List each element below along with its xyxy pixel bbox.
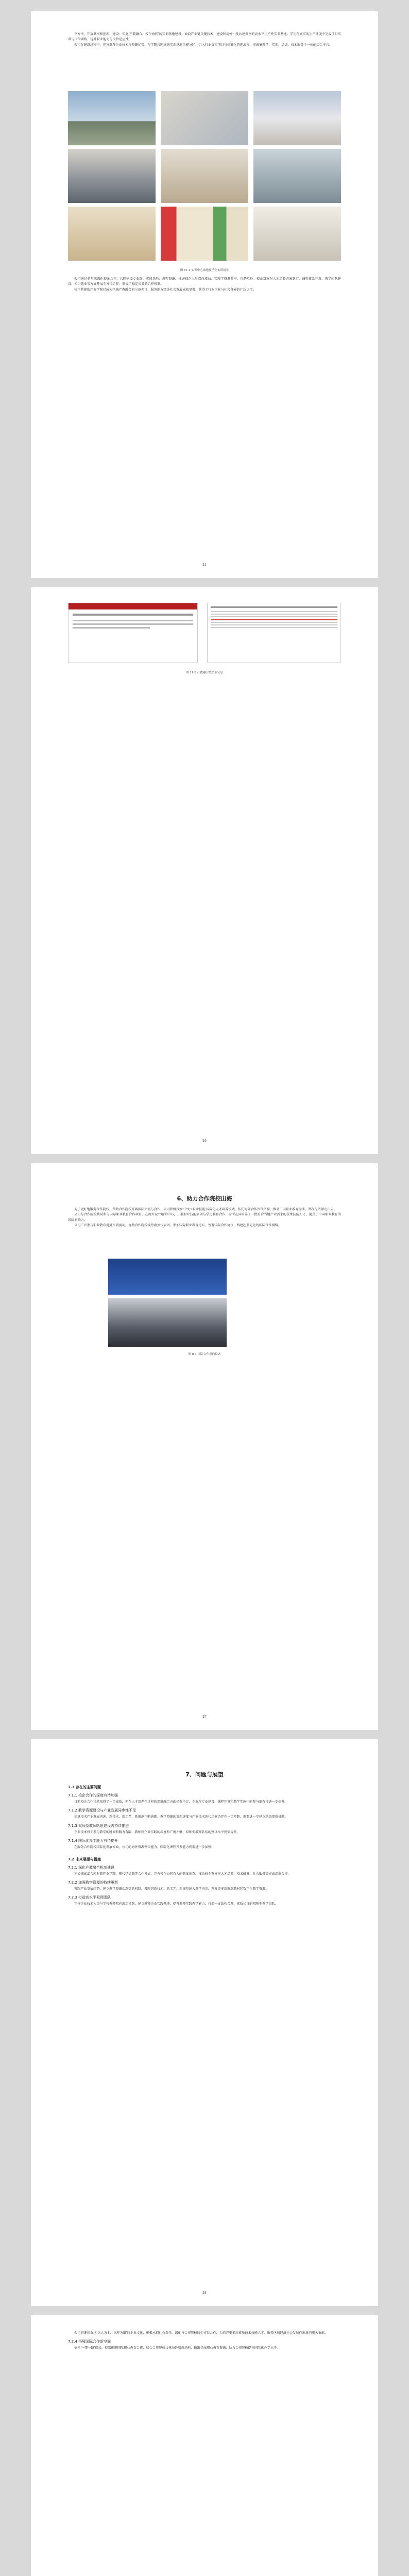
photo xyxy=(253,91,341,145)
list-image xyxy=(207,603,341,663)
photo xyxy=(108,1298,227,1347)
heading: 7.1 存在的主要问题 xyxy=(68,1785,101,1789)
paragraph: 为了更好地服务合作院校，帮助合作院校开展国际交流与合作，公司积极探索'中文+职业技能'国际化人才培养模式，依托海外合作伙伴资源，推动中国职业教育标准、课程与资源走出去。 xyxy=(74,1208,337,1211)
certificate-images xyxy=(68,603,341,665)
section-title: 6、助力合作院校出海 xyxy=(177,1195,232,1202)
subheading: 7.1.1 校企合作的深度有待加强 xyxy=(68,1793,118,1798)
subheading: 7.2.4 拓展国际合作新空间 xyxy=(68,2340,111,2344)
paragraph: 积极探索混合所有制产业学院、现代学徒制等合作模式，完善校企协同育人的制度体系，推动校企双方在人才培养、技术研发、社会服务等方面深度合作。 xyxy=(74,1872,291,1876)
page-number: 28 xyxy=(202,2291,207,2295)
heading: 7.2 未来展望与措施 xyxy=(68,1857,101,1861)
document-page-5 xyxy=(31,2315,378,2576)
document-page-2 xyxy=(31,587,378,1154)
figure-caption: 图 11-1 实训中心场地及学生实训场景 xyxy=(180,269,229,272)
paragraph: 紧跟产业发展趋势，建立教学资源动态更新机制，及时将新技术、新工艺、新规范纳入教学内容，开发更多新形态教材和数字化教学资源。 xyxy=(74,1887,269,1891)
paragraph: 企业技术骨干参与教学的时间和精力有限，教师到企业实践的深度和广度不够，双师型教师队伍的整体水平仍需提升。 xyxy=(74,1830,240,1834)
figure-caption: 图 6-1 国际合作签约仪式 xyxy=(188,1353,221,1356)
photo xyxy=(161,149,248,203)
photo xyxy=(108,1259,227,1295)
paragraph: 信息技术产业发展迅速，新技术、新工艺、新规范不断涌现，教学资源的更新速度与产业技术迭代之间仍存在一定差距，需要进一步建立动态更新机制。 xyxy=(74,1815,288,1819)
subheading: 7.1.4 国际化办学能力有待提升 xyxy=(68,1839,118,1843)
photo xyxy=(68,149,156,203)
paragraph: 公司通过多年来深化校企合作，共同建设专业群、实训基地、课程资源，推进校企人员双向流动，实现了资源共享、优势互补。校企双方在人才培养方案制定、课程体系开发、教学团队建设、实习就业等方面开展全方位合作，形成了稳定长效的合作机制。 xyxy=(68,277,341,286)
document-page-1 xyxy=(31,11,378,578)
paragraph: 依托'一带一路'倡议，持续推进国际职业教育合作，联合合作院校共建海外培训基地，输出优质职业教育资源，助力合作院校提升国际化办学水平。 xyxy=(74,2346,280,2350)
subheading: 7.1.3 双师型教师队伍建设需持续推进 xyxy=(68,1823,129,1828)
page-number: 26 xyxy=(202,1139,207,1143)
photo xyxy=(161,91,248,145)
paragraph: 公司将继续秉承'以人为本、以厚为道'的企业文化，积极承担社会责任，深化与合作院校的全方位合作，为培养更多高素质技术技能人才、服务区域经济社会发展作出新的更大贡献。 xyxy=(74,2331,328,2335)
paragraph: 公司与合作院校共同参与国际职业教育合作项目，在海外设立培训中心，开展职业技能培训与学历教育合作，为所在国培养了一批符合当地产业需求的技术技能人才，提升了中国职业教育的国际影响力。 xyxy=(68,1213,341,1222)
document-page-4 xyxy=(31,1739,378,2306)
document-page-3 xyxy=(31,1163,378,1730)
photo xyxy=(253,149,341,203)
section-title: 7、问题与展望 xyxy=(185,1771,224,1778)
paragraph: 校企共建的产业学院已成为区域产教融合的示范项目，服务地方经济社会发展成效显著，获得了行业企业与社会各界的广泛认可。 xyxy=(74,287,256,292)
subheading: 7.2.2 加强教学资源的持续更新 xyxy=(68,1880,118,1885)
paragraph: 公司在建设过程中，充分发挥企业技术与资源优势，与学院共同规划实训基地功能分区，引入行业真实项目与标准化管理流程，形成集教学、实训、培训、技术服务于一体的综合平台。 xyxy=(74,43,333,47)
paragraph: 公司广泛参与职业教育对外交流活动，协助合作院校接待海外代表团，参加国际职业教育论坛，签署国际合作协议，构建起多元化的国际合作网络。 xyxy=(74,1224,282,1228)
screenshot-image xyxy=(68,603,198,663)
subheading: 7.1.2 教学资源建设与产业发展同步性不足 xyxy=(68,1808,137,1813)
photo xyxy=(68,207,156,261)
paragraph: 在服务合作院校国际化发展方面，公司的海外资源整合能力、国际化课程开发能力仍需进一步加强。 xyxy=(74,1845,215,1850)
page-number: 27 xyxy=(202,1715,207,1719)
photo xyxy=(253,207,341,261)
paragraph: 平方米，开放共享和创新、建设：实施'产教融合、校企协同'的实训基地建设，面向产业链关键技术，建设和用好一批共建共享的高水平生产性实训基地。学生在真实的生产环境中完成项目实训与岗位训练，提升职业能力与岗位适应性。 xyxy=(68,32,341,42)
paragraph: 目前校企合作虽然取得了一定成效，但在人才培养全过程的深度融合方面仍有不足，企业在专业建设、课程开发和教学实施中的参与度有待进一步提升。 xyxy=(74,1800,288,1804)
figure-caption: 图 11-2 产教融合型企业认定 xyxy=(185,671,224,674)
photo-grid xyxy=(68,91,341,261)
paragraph: 完善企业技术人员与学校教师双向流动机制，建立教师企业实践基地，提升教师实践教学能力，打造一支结构合理、素质优良的双师型教学团队。 xyxy=(74,1902,278,1906)
photo xyxy=(68,91,156,145)
subheading: 7.2.3 打造高水平双师团队 xyxy=(68,1895,111,1900)
photo xyxy=(161,207,248,261)
subheading: 7.2.1 深化产教融合机制建设 xyxy=(68,1865,115,1870)
page-number: 21 xyxy=(202,563,207,567)
